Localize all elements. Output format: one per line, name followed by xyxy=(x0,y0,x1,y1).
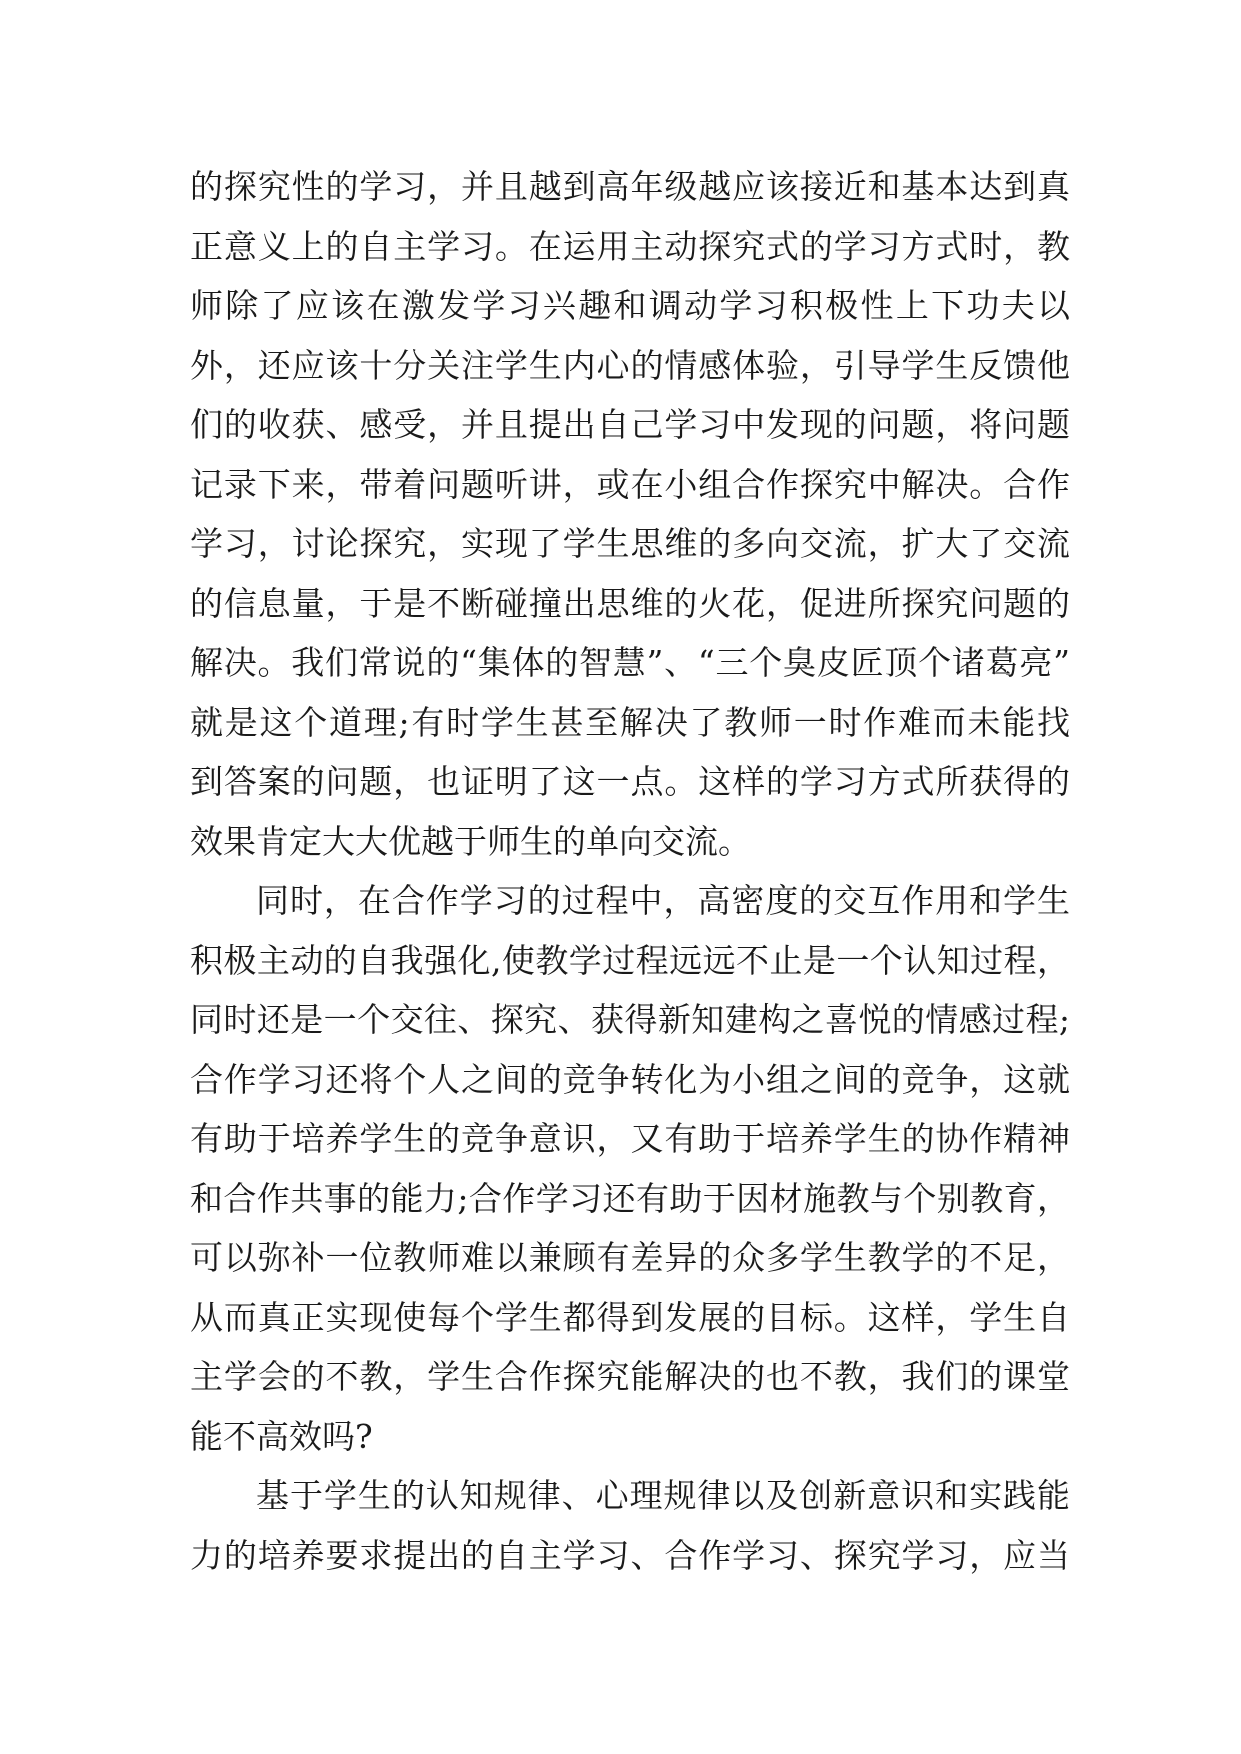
text-line: 从而真正实现使每个学生都得到发展的目标。这样，学生自 xyxy=(190,1297,1070,1337)
text-line: 可以弥补一位教师难以兼顾有差异的众多学生教学的不足， xyxy=(190,1238,1070,1277)
text-line: 的探究性的学习，并且越到高年级越应该接近和基本达到真 xyxy=(190,167,1070,206)
text-line: 记录下来，带着问题听讲，或在小组合作探究中解决。合作 xyxy=(190,464,1070,504)
text-line: 们的收获、感受，并且提出自己学习中发现的问题，将问题 xyxy=(190,405,1070,444)
text-line: 学习，讨论探究，实现了学生思维的多向交流，扩大了交流 xyxy=(190,524,1070,563)
text-line: 能不高效吗? xyxy=(190,1416,373,1456)
text-line: 的信息量，于是不断碰撞出思维的火花，促进所探究问题的 xyxy=(190,583,1070,623)
text-line: 师除了应该在激发学习兴趣和调动学习积极性上下功夫以 xyxy=(190,286,1070,325)
text-line: 到答案的问题，也证明了这一点。这样的学习方式所获得的 xyxy=(190,762,1070,801)
text-line: 和合作共事的能力;合作学习还有助于因材施教与个别教育， xyxy=(190,1178,1070,1218)
text-line: 正意义上的自主学习。在运用主动探究式的学习方式时，教 xyxy=(190,226,1070,266)
text-line: 有助于培养学生的竞争意识，又有助于培养学生的协作精神 xyxy=(190,1119,1070,1158)
text-line: 解决。我们常说的“集体的智慧”、“三个臭皮匠顶个诸葛亮” xyxy=(190,643,1070,682)
paragraph-first-line: 同时，在合作学习的过程中，高密度的交互作用和学生 xyxy=(256,881,1070,920)
text-line: 主学会的不教，学生合作探究能解决的也不教，我们的课堂 xyxy=(190,1357,1070,1396)
text-line: 就是这个道理;有时学生甚至解决了教师一时作难而未能找 xyxy=(190,702,1070,742)
text-line: 同时还是一个交往、探究、获得新知建构之喜悦的情感过程; xyxy=(190,1000,1070,1039)
text-line: 合作学习还将个人之间的竞争转化为小组之间的竞争，这就 xyxy=(190,1059,1070,1099)
text-line: 力的培养要求提出的自主学习、合作学习、探究学习，应当 xyxy=(190,1535,1070,1575)
text-line: 积极主动的自我强化,使教学过程远远不止是一个认知过程， xyxy=(190,940,1070,980)
body-text xyxy=(190,157,1070,1585)
text-line: 外，还应该十分关注学生内心的情感体验，引导学生反馈他 xyxy=(190,345,1070,385)
text-line: 效果肯定大大优越于师生的单向交流。 xyxy=(190,821,751,861)
paragraph-first-line: 基于学生的认知规律、心理规律以及创新意识和实践能 xyxy=(256,1476,1070,1515)
